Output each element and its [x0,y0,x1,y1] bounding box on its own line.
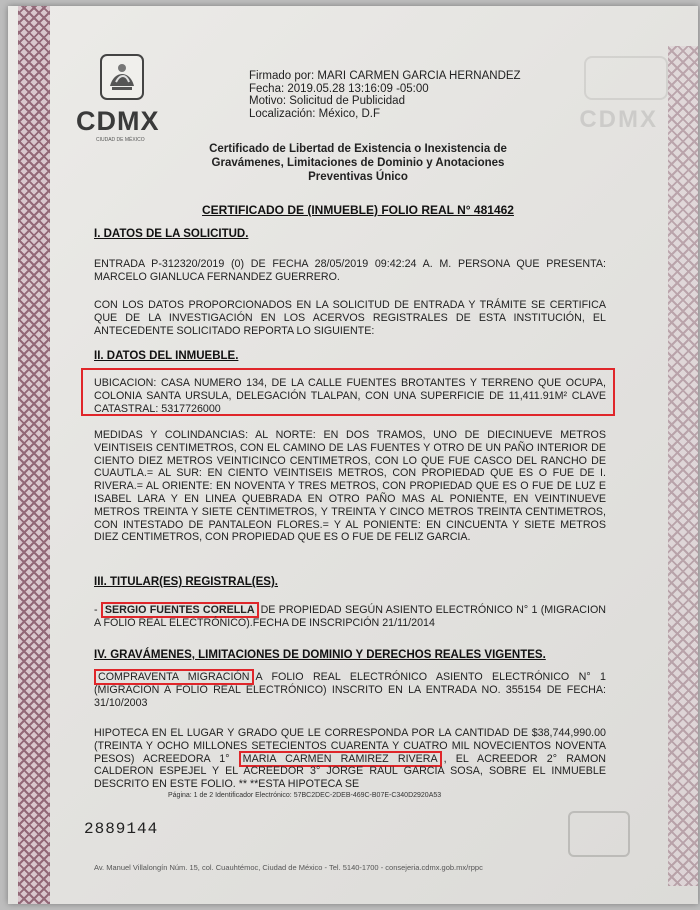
paragraph-entrada: ENTRADA P-312320/2019 (0) DE FECHA 28/05/2019 09:42:24 A. M. PERSONA QUE PRESENTA: MARCELO GIANLUCA FERNANDEZ GUERRERO. [94,258,606,283]
title-line: Gravámenes, Limitaciones de Dominio y Anotaciones [211,157,505,169]
section-heading-solicitud: I. DATOS DE LA SOLICITUD. [94,228,249,240]
paragraph-hipoteca [94,727,606,791]
section-heading-titular: III. TITULAR(ES) REGISTRAL(ES). [94,576,278,588]
cdmx-logo-subtitle: CIUDAD DE MÉXICO [96,137,145,143]
highlight-titular-name: SERGIO FUENTES CORELLA [101,602,259,618]
cdmx-logo-icon [100,54,144,100]
security-border-left [18,6,50,904]
hipoteca-text-b: , EL ACREEDOR 2° RAMON CALDERON ESPEJEL Y EL ACREEDOR 3° JORGE RAUL GARCIA SOSA, SOBRE EL INMUEBLE DESCRITO EN ESTE FOLIO. ** **ESTA HIPOTECA SE [94,752,606,791]
title-line: Preventivas Único [308,171,408,183]
watermark-seal [584,56,668,100]
signature-line: Localización: México, D.F [249,107,381,120]
paragraph-titular [94,604,606,630]
folio-heading: CERTIFICADO DE (INMUEBLE) FOLIO REAL N° 481462 [202,203,514,217]
compraventa-rest: A FOLIO REAL ELECTRÓNICO ASIENTO ELECTRÓNICO N° 1 (MIGRACION A FOLIO REAL ELECTRÓNICO) INSCRITO EN LA ENTRADA NO. 355154 DE FECHA: 31/10/2003 [94,671,606,709]
paragraph-medidas: MEDIDAS Y COLINDANCIAS: AL NORTE: EN DOS TRAMOS, UNO DE DIECINUEVE METROS VEINTISEIS CENTIMETROS, CON EL CAMINO DE LAS FUENTES Y OTRO DE UN PAÑO INTERIOR DE CIENTO DIEZ METROS VEINTICINCO CENTIMETROS, CON LO QUE FUE CASCO DEL RANCHO DE CUAUTLA.= AL SUR: EN CIENTO VEINTISEIS METROS, CON PROPIEDAD QUE ES O FUE DE I. RIVERA.= AL ORIENTE: EN NOVENTA Y TRES METROS, CON PROPIEDAD QUE ES O FUE DE LUZ E ISABEL LARA Y EN LINEA QUEBRADA EN OTRO PAÑO MAS AL PONIENTE, EN VEINTINUEVE METROS TREINTA Y SIETE CENTIMETROS, Y TREINTA Y CINCO METROS TREINTA CENTIMETROS, CON INTESTADO DE PANTALEON FLORES.= Y AL PONIENTE: EN CINCUENTA Y SIETE METROS DIEZ CENTIMETROS, CON PROPIEDAD QUE ES O FUE DE FELIZ GARCIA. [94,429,606,544]
certificate-title [178,142,538,184]
document-page [8,6,698,904]
watermark-seal-bottom [568,811,630,857]
watermark-text: CDMX [579,106,658,133]
footer-address: Av. Manuel Villalongín Núm. 15, col. Cuauhtémoc, Ciudad de México - Tel. 5140-1700 - consejeria.cdmx.gob.mx/rppc [94,863,483,872]
highlight-acreedora-name: MARIA CARMEN RAMIREZ RIVERA [239,751,442,767]
hipoteca-text-a: HIPOTECA EN EL LUGAR Y GRADO QUE LE CORRESPONDA POR LA CANTIDAD DE $38,744,990.00 (TREINTA Y OCHO MILLONES SETECIENTOS CUARENTA Y CUATRO MIL NOVECIENTOS NOVENTA PESOS) ACREEDORA 1° [94,727,606,765]
signature-line: Firmado por: MARI CARMEN GARCIA HERNANDEZ [249,70,521,82]
dash-text: - [94,604,101,616]
section-heading-inmueble: II. DATOS DEL INMUEBLE. [94,350,239,362]
paragraph-datos: CON LOS DATOS PROPORCIONADOS EN LA SOLICITUD DE ENTRADA Y TRÁMITE SE CERTIFICA QUE DE LA INVESTIGACIÓN EN LOS ACERVOS REGISTRALES DE ESTA INSTITUCIÓN, EL ANTECEDENTE SOLICITADO REPORTA LO SIGUIENTE: [94,299,606,337]
security-border-right [668,46,698,886]
paragraph-compraventa [94,671,606,709]
section-heading-gravamenes: IV. GRAVÁMENES, LIMITACIONES DE DOMINIO Y DERECHOS REALES VIGENTES. [94,649,546,661]
paragraph-ubicacion: UBICACION: CASA NUMERO 134, DE LA CALLE FUENTES BROTANTES Y TERRENO QUE OCUPA, COLONIA SANTA URSULA, DELEGACIÓN TLALPAN, CON UNA SUPERFICIE DE 11,411.91M² CLAVE CATASTRAL: 5317726000 [94,377,606,415]
highlight-compraventa: COMPRAVENTA MIGRACIÓN [94,669,254,685]
cdmx-logo-text: CDMX [76,106,160,136]
title-line: Certificado de Libertad de Existencia o Inexistencia de [209,143,507,155]
titular-rest: DE PROPIEDAD SEGÚN ASIENTO ELECTRÓNICO N° 1 (MIGRACION A FOLIO REAL ELECTRÓNICO).FECHA DE INSCRIPCIÓN 21/11/2014 [94,604,607,629]
digital-signature-block [249,70,521,120]
document-number: 2889144 [84,820,159,838]
page-footer-identifier: Página: 1 de 2 Identificador Electrónico: 57BC2DEC-2DEB-469C-B07E-C340D2920A53 [168,792,442,799]
signature-line: Fecha: 2019.05.28 13:16:09 -05:00 [249,82,429,95]
signature-line: Motivo: Solicitud de Publicidad [249,95,405,107]
